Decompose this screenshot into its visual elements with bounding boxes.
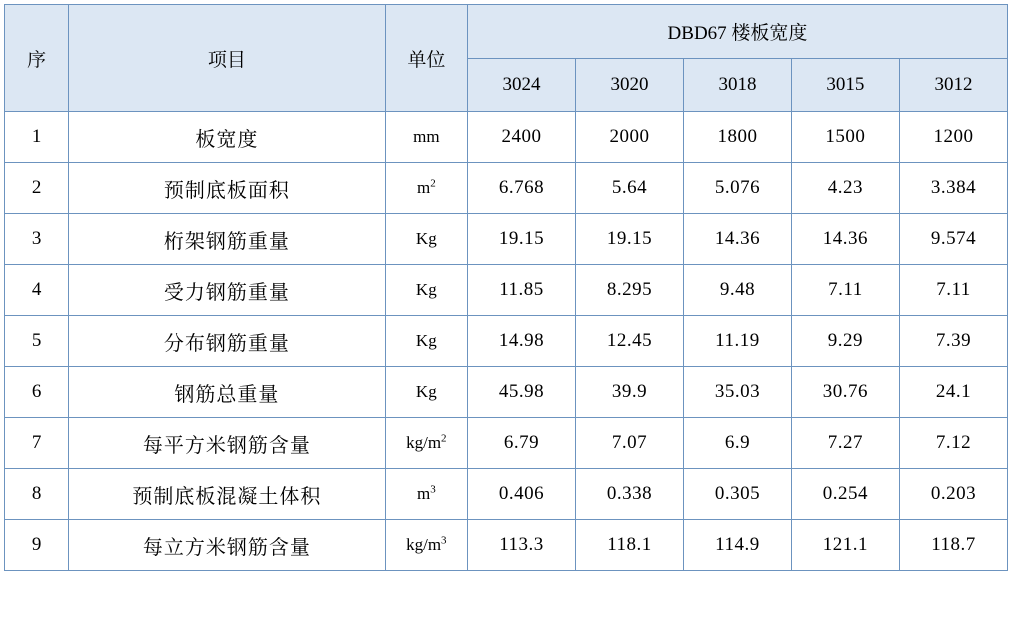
- row-index: 6: [5, 367, 69, 418]
- unit-base: Kg: [415, 229, 437, 248]
- row-value: 114.9: [683, 520, 791, 571]
- row-index: 1: [5, 112, 69, 163]
- header-item: 项目: [69, 5, 386, 112]
- table-header: [5, 5, 1008, 112]
- row-value: 6.9: [683, 418, 791, 469]
- table-row: [5, 520, 1008, 571]
- row-item: 分布钢筋重量: [69, 316, 386, 367]
- unit-base: Kg: [415, 331, 437, 350]
- row-unit: [385, 469, 467, 520]
- row-value: 24.1: [899, 367, 1007, 418]
- row-item: 钢筋总重量: [69, 367, 386, 418]
- row-value: 118.1: [575, 520, 683, 571]
- table-row: [5, 316, 1008, 367]
- row-item: 板宽度: [69, 112, 386, 163]
- row-value: 19.15: [467, 214, 575, 265]
- row-value: 12.45: [575, 316, 683, 367]
- row-value: 39.9: [575, 367, 683, 418]
- row-item: 预制底板面积: [69, 163, 386, 214]
- header-subcol-4: 3012: [899, 59, 1007, 112]
- row-unit: [385, 163, 467, 214]
- unit-exponent: 2: [430, 177, 436, 190]
- row-value: 113.3: [467, 520, 575, 571]
- row-value: 2400: [467, 112, 575, 163]
- unit-base: kg/m: [406, 535, 442, 554]
- table-row: [5, 469, 1008, 520]
- row-unit: [385, 520, 467, 571]
- row-value: 2000: [575, 112, 683, 163]
- row-value: 14.98: [467, 316, 575, 367]
- row-index: 8: [5, 469, 69, 520]
- row-unit: [385, 367, 467, 418]
- row-value: 35.03: [683, 367, 791, 418]
- unit-base: Kg: [415, 280, 437, 299]
- row-value: 1500: [791, 112, 899, 163]
- row-item: 每立方米钢筋含量: [69, 520, 386, 571]
- table-row: [5, 418, 1008, 469]
- row-value: 7.11: [791, 265, 899, 316]
- floor-slab-spec-table: [4, 4, 1008, 571]
- header-subcol-1: 3020: [575, 59, 683, 112]
- row-index: 4: [5, 265, 69, 316]
- unit-exponent: 2: [441, 432, 447, 445]
- row-value: 7.11: [899, 265, 1007, 316]
- row-value: 7.27: [791, 418, 899, 469]
- header-index: 序: [5, 5, 69, 112]
- table-row: [5, 163, 1008, 214]
- row-value: 9.574: [899, 214, 1007, 265]
- header-subcol-2: 3018: [683, 59, 791, 112]
- row-value: 19.15: [575, 214, 683, 265]
- row-index: 2: [5, 163, 69, 214]
- unit-exponent: 3: [430, 483, 436, 496]
- unit-base: Kg: [415, 382, 437, 401]
- row-unit: [385, 265, 467, 316]
- row-value: 121.1: [791, 520, 899, 571]
- row-unit: [385, 418, 467, 469]
- row-value: 7.39: [899, 316, 1007, 367]
- row-value: 0.203: [899, 469, 1007, 520]
- row-value: 4.23: [791, 163, 899, 214]
- row-value: 14.36: [683, 214, 791, 265]
- row-value: 0.338: [575, 469, 683, 520]
- row-value: 5.64: [575, 163, 683, 214]
- row-index: 7: [5, 418, 69, 469]
- row-value: 1200: [899, 112, 1007, 163]
- row-value: 6.768: [467, 163, 575, 214]
- row-value: 1800: [683, 112, 791, 163]
- row-unit: [385, 214, 467, 265]
- row-unit: [385, 316, 467, 367]
- unit-base: mm: [413, 127, 440, 146]
- unit-base: kg/m: [406, 433, 442, 452]
- row-item: 预制底板混凝土体积: [69, 469, 386, 520]
- row-value: 3.384: [899, 163, 1007, 214]
- row-value: 7.12: [899, 418, 1007, 469]
- row-index: 5: [5, 316, 69, 367]
- row-value: 8.295: [575, 265, 683, 316]
- header-unit: 单位: [385, 5, 467, 112]
- unit-base: m: [416, 484, 431, 503]
- row-value: 45.98: [467, 367, 575, 418]
- row-unit: [385, 112, 467, 163]
- table-row: [5, 367, 1008, 418]
- unit-exponent: 3: [441, 534, 447, 547]
- row-value: 7.07: [575, 418, 683, 469]
- row-index: 3: [5, 214, 69, 265]
- row-value: 9.48: [683, 265, 791, 316]
- row-value: 0.406: [467, 469, 575, 520]
- row-value: 11.19: [683, 316, 791, 367]
- row-index: 9: [5, 520, 69, 571]
- row-item: 桁架钢筋重量: [69, 214, 386, 265]
- row-value: 5.076: [683, 163, 791, 214]
- row-value: 14.36: [791, 214, 899, 265]
- table-row: [5, 265, 1008, 316]
- row-item: 受力钢筋重量: [69, 265, 386, 316]
- unit-base: m: [416, 178, 431, 197]
- table-body: [5, 112, 1008, 571]
- header-group-slab-width: DBD67 楼板宽度: [467, 5, 1007, 59]
- row-value: 0.254: [791, 469, 899, 520]
- header-subcol-0: 3024: [467, 59, 575, 112]
- row-value: 11.85: [467, 265, 575, 316]
- row-value: 118.7: [899, 520, 1007, 571]
- row-value: 6.79: [467, 418, 575, 469]
- header-subcol-3: 3015: [791, 59, 899, 112]
- row-value: 0.305: [683, 469, 791, 520]
- row-value: 9.29: [791, 316, 899, 367]
- table-row: [5, 214, 1008, 265]
- row-value: 30.76: [791, 367, 899, 418]
- row-item: 每平方米钢筋含量: [69, 418, 386, 469]
- table-row: [5, 112, 1008, 163]
